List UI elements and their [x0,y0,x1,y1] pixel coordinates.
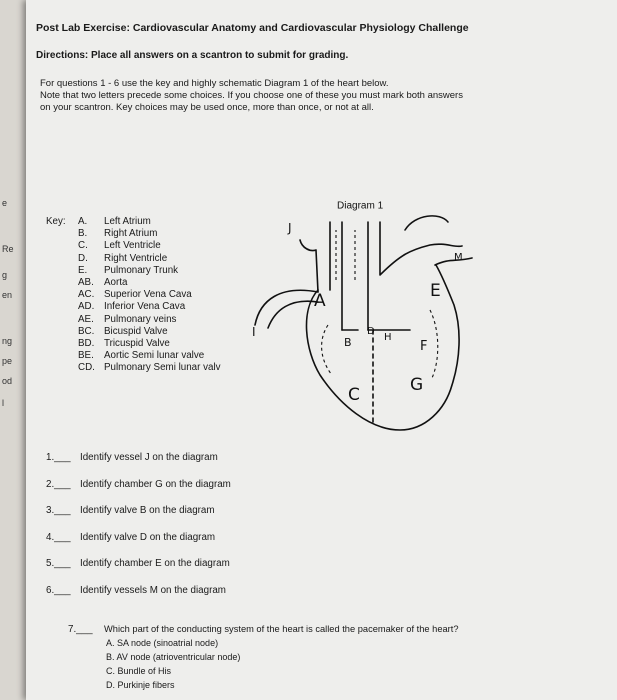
key-label: Pulmonary veins [104,313,177,325]
question-number [46,505,71,516]
question-num: 2. [46,478,55,490]
answer-blank: ___ [54,478,71,490]
strip-text: Re [2,244,14,254]
question-num: 4. [46,531,55,543]
label-c: C [348,385,360,405]
key-code: AD. [78,301,95,313]
instruction-line: on your scantron. Key choices may be used once, more than once, or not at all. [40,102,374,113]
key-label: Pulmonary Semi lunar valv [104,362,221,374]
strip-text: g [2,270,8,280]
label-m: M [454,252,463,263]
label-i: I [252,325,256,339]
question-number [46,585,71,596]
strip-text: en [2,290,13,300]
label-e: E [430,281,441,301]
choice-c: C. Bundle of His [106,666,172,676]
key-code: BD. [78,338,95,349]
key-code: AE. [78,313,94,325]
question-number [46,558,71,569]
question-text: Identify chamber E on the diagram [80,558,230,570]
question-text: Identify valve B on the diagram [80,505,215,517]
heart-diagram [240,200,500,440]
key-code: D. [78,252,88,264]
label-a: A [314,291,326,311]
question-num: 6. [46,585,55,596]
adjacent-page-edge [0,0,26,700]
answer-blank: ___ [54,531,71,543]
key-label: Left Atrium [104,216,151,227]
question-7-text: Which part of the conducting system of the heart is called the pacemaker of the heart? [104,624,459,634]
question-7-number [68,624,93,635]
key-code: AC. [78,289,95,301]
answer-blank: ___ [54,505,71,517]
question-num: 3. [46,505,55,517]
label-h: H [384,332,392,343]
key-label: Bicuspid Valve [104,325,168,337]
question-number [46,479,71,490]
flow-arrow [322,325,332,375]
instruction-line: Note that two letters precede some choices. If you choose one of these you must mark both answers [40,90,463,101]
question-text: Identify vessels M on the diagram [80,585,226,596]
page-title: Post Lab Exercise: Cardiovascular Anatomy and Cardiovascular Physiology Challenge [36,22,469,34]
question-text: Identify vessel J on the diagram [80,452,218,463]
strip-text: od [2,376,13,386]
key-code: A. [78,216,88,227]
key-code: E. [78,264,88,276]
heart-outline [255,216,472,430]
key-label: Inferior Vena Cava [104,301,186,313]
instruction-line: For questions 1 - 6 use the key and highly schematic Diagram 1 of the heart below. [40,78,389,89]
label-g: G [410,375,424,395]
choice-b: B. AV node (atrioventricular node) [106,652,241,662]
question-num: 1. [46,452,55,463]
flow-arrow [430,310,438,378]
key-label: Right Atrium [104,228,158,240]
directions: Directions: Place all answers on a scantron to submit for grading. [36,50,349,61]
key-code: AB. [78,277,94,288]
key-label: Tricuspid Valve [104,338,170,349]
label-d: D [367,326,375,337]
label-f: F [420,339,428,354]
key-code: C. [78,240,88,252]
answer-blank: ___ [76,624,93,635]
key-label: Left Ventricle [104,240,161,252]
label-j: J [288,221,292,235]
question-number [46,452,71,463]
key-label: Pulmonary Trunk [104,264,179,276]
pulmonary-artery [380,222,462,275]
key-code: B. [78,228,88,240]
question-text: Identify chamber G on the diagram [80,478,231,490]
strip-text: l [2,398,4,408]
question-text: Identify valve D on the diagram [80,531,216,543]
key-code: BC. [78,325,95,337]
key-label: Aortic Semi lunar valve [104,350,205,362]
diagram-labels [252,221,463,405]
vessel-j [300,240,318,292]
strip-text: ng [2,336,13,346]
label-b: B [344,336,352,349]
key-code: CD. [78,362,95,374]
question-number: 7. [68,624,77,635]
vessel-m [405,216,448,230]
question-num: 5. [46,558,55,570]
answer-blank: ___ [54,585,71,596]
choice-a: A. SA node (sinoatrial node) [106,638,219,648]
vena-cava [268,301,318,328]
choice-d: D. Purkinje fibers [106,680,175,690]
key-label: Superior Vena Cava [104,289,192,301]
answer-blank: ___ [54,558,71,570]
question-number [46,532,71,543]
diagram-title: Diagram 1 [337,200,384,212]
strip-text: e [2,198,8,208]
key-label: Right Ventricle [104,252,168,264]
key-code: BE. [78,350,94,362]
key-label: Aorta [104,277,128,288]
answer-blank: ___ [54,452,71,463]
key-heading: Key: [46,216,66,227]
strip-text: pe [2,356,13,366]
